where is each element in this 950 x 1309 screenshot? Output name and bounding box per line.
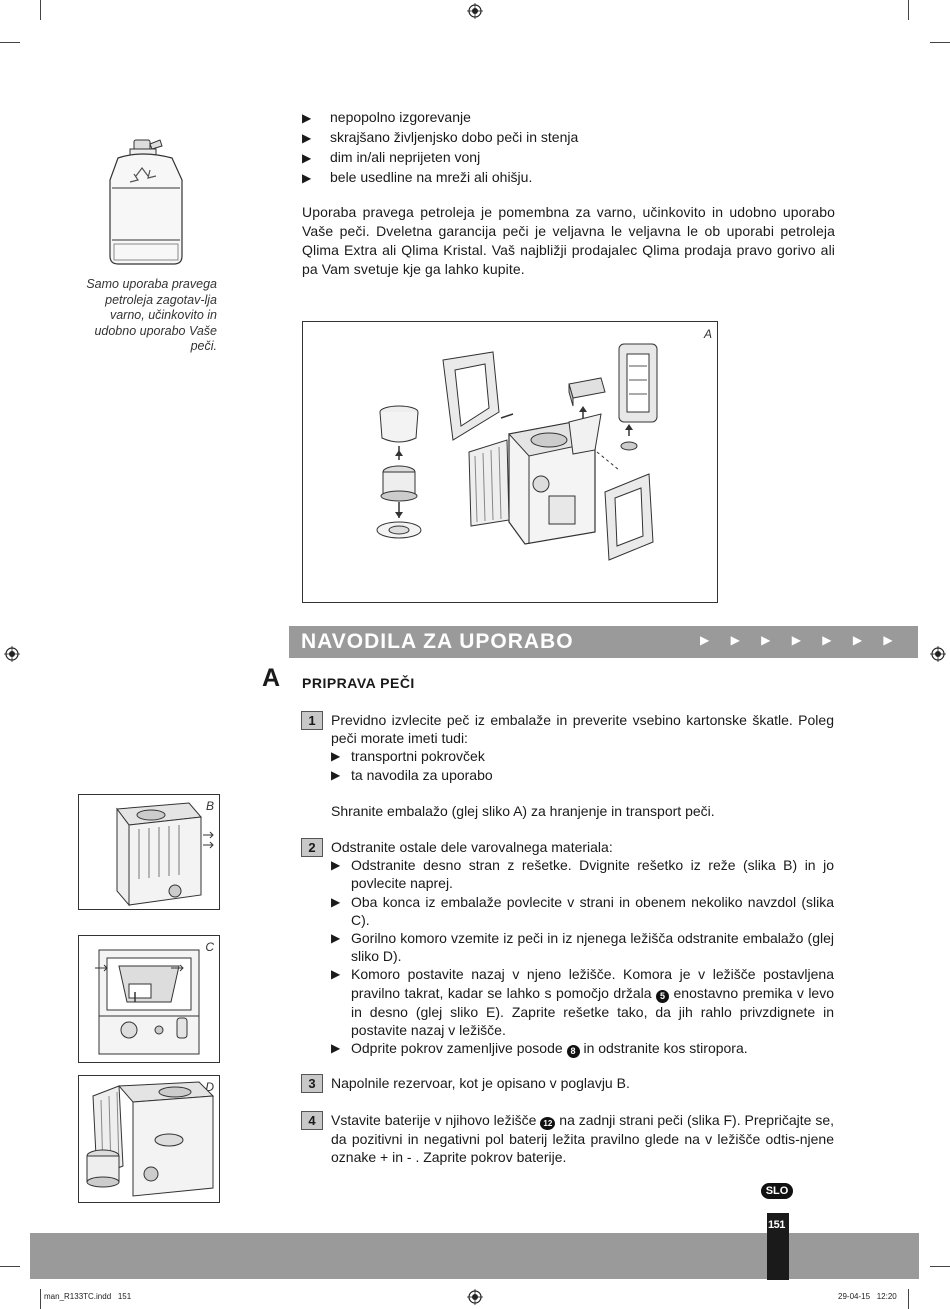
section-arrows-icon: ▶ ▶ ▶ ▶ ▶ ▶ ▶ (700, 633, 902, 647)
chapter-title: PRIPRAVA PEČI (302, 675, 415, 691)
registration-mark-icon (930, 646, 946, 662)
registration-mark-icon (467, 3, 483, 19)
list-item: ▶ ta navodila za uporabo (331, 766, 493, 783)
step-number: 3 (301, 1074, 323, 1093)
figure-label: D (205, 1080, 214, 1094)
heater-grille-removal-illustration (79, 795, 219, 909)
list-item: ▶ nepopolno izgorevanje (302, 108, 842, 128)
figure-a (302, 321, 718, 603)
bullet-arrow-icon: ▶ (331, 767, 341, 782)
list-item: ▶ dim in/ali neprijeten vonj (302, 148, 842, 168)
list-item: ▶ Odprite pokrov zamenljive posode 8 in odstranite kos stiropora. (331, 1040, 748, 1057)
list-item: ▶ transportni pokrovček (331, 748, 485, 765)
heater-exploded-view-illustration (303, 322, 717, 602)
intro-paragraph: Uporaba pravega petroleja je pomembna za varno, učinkovito in udobno uporabo Vaše peči. Dveletna garancija peči je veljavna le veljavna le ob uporabi petroleja Qlima Extra ali Qlima Kristal. Vaš najbližji prodajalec Qlima prodaja pravo gorivo ali pa Vam svetuje kje ga lahko kupite. (302, 204, 835, 277)
bullet-arrow-icon: ▶ (331, 931, 341, 946)
top-bullet-list (302, 108, 842, 188)
bullet-arrow-icon: ▶ (302, 151, 312, 165)
crop-mark (908, 1289, 909, 1309)
bullet-arrow-icon: ▶ (331, 894, 341, 909)
bullet-arrow-icon: ▶ (302, 111, 312, 125)
crop-mark (40, 1289, 41, 1309)
bullet-arrow-icon: ▶ (331, 858, 341, 873)
figure-label: B (205, 799, 214, 813)
bullet-arrow-icon: ▶ (331, 967, 341, 982)
crop-mark (0, 1266, 20, 1267)
crop-mark (930, 42, 950, 43)
registration-mark-icon (467, 1289, 483, 1305)
section-title: NAVODILA ZA UPORABO (301, 630, 574, 653)
part-number-badge: 8 (567, 1045, 580, 1058)
step-2-text: Odstranite ostale dele varovalnega materiala: ▶ Odstranite desno stran z rešetke. Dvignite rešetko iz reže (slika B) in jo povlecite naprej. ▶ Oba konca iz embalaže povlecite v strani in obenem nekoliko navzdol (slika C). ▶ Gorilno komoro vzemite iz peči in iz njenega ležišča odstranite embalažo (glej sliko D). ▶ Komoro postavite nazaj v njeno ležišče. Komora je v ležišče postavljena pravilno takrat, kadar se lahko s pomočjo držala 5 enostavno premika v levo in desno (glej sliko E). Zaprite rešetke tako, da jih rahlo privzdignete in postavite nazaj v ležišče. ▶ Odprite pokrov zamenljive posode 8 in odstranite kos stiropora. (331, 839, 835, 1057)
slug-left: man_R133TC.indd 151 (44, 1292, 132, 1301)
crop-mark (930, 1266, 950, 1267)
list-item: ▶ Odstranite desno stran z rešetke. Dvignite rešetko iz reže (slika B) in jo povlecite naprej. (331, 857, 834, 892)
part-number-badge: 12 (540, 1117, 555, 1130)
list-item: ▶ skrajšano življenjsko dobo peči in stenja (302, 128, 842, 148)
step-4-text: Vstavite baterije v njihovo ležišče 12 na zadnji strani peči (slika F). Prepričajte se, da pozitivni in negativni pol baterij ležita pravilno glede na v ležišče odtis-njene oznake + in - . Zaprite pokrov baterije. (331, 1112, 835, 1166)
crop-mark (908, 0, 909, 20)
list-item: ▶ Oba konca iz embalaže povlecite v strani in obenem nekoliko navzdol (slika C). (331, 893, 834, 928)
bullet-arrow-icon: ▶ (302, 171, 312, 185)
side-caption: Samo uporaba pravega petroleja zagotav-lja varno, učinkovito in udobno uporabo Vaše peči. (86, 277, 217, 354)
step-number: 1 (301, 711, 323, 730)
bullet-arrow-icon: ▶ (331, 1041, 341, 1056)
registration-mark-icon (4, 646, 20, 662)
burner-removal-illustration (79, 1076, 219, 1202)
page-number: 151 (768, 1219, 785, 1231)
packaging-removal-illustration (79, 936, 219, 1062)
page-number-tab (767, 1213, 789, 1280)
bullet-arrow-icon: ▶ (302, 131, 312, 145)
list-item: ▶ Gorilno komoro vzemite iz peči in iz njenega ležišča odstranite embalažo (glej sliko D). (331, 930, 834, 965)
list-item: ▶ Komoro postavite nazaj v njeno ležišče. Komora je v ležišče postavljena pravilno takrat, kadar se lahko s pomočjo držala 5 enostavno premika v levo in desno (glej sliko E). Zaprite rešetke tako, da jih rahlo privzdignete in postavite nazaj v ležišče. (331, 966, 835, 1038)
figure-label: A (703, 327, 712, 341)
bullet-arrow-icon: ▶ (331, 749, 341, 764)
chapter-letter: A (262, 664, 281, 692)
step-1-text: Previdno izvlecite peč iz embalaže in preverite vsebino kartonske škatle. Poleg peči morate imeti tudi: ▶ transportni pokrovček ▶ ta navodila za uporabo Shranite embalažo (glej sliko A) za hranjenje in transport peči. (331, 712, 834, 819)
crop-mark (0, 42, 20, 43)
figure-label: C (205, 940, 214, 954)
section-header-band (289, 626, 918, 658)
step-number: 4 (301, 1111, 323, 1130)
crop-mark (40, 0, 41, 20)
figure-c (78, 935, 220, 1063)
figure-d (78, 1075, 220, 1203)
language-badge: SLO (761, 1183, 793, 1199)
step-number: 2 (301, 838, 323, 857)
part-number-badge: 5 (656, 990, 669, 1003)
step-3-text: Napolnile rezervoar, kot je opisano v poglavju B. (331, 1075, 630, 1091)
list-item: ▶ bele usedline na mreži ali ohišju. (302, 168, 842, 188)
kerosene-can-icon (104, 136, 190, 268)
figure-b (78, 794, 220, 910)
slug-right: 29-04-15 12:20 (838, 1292, 897, 1301)
